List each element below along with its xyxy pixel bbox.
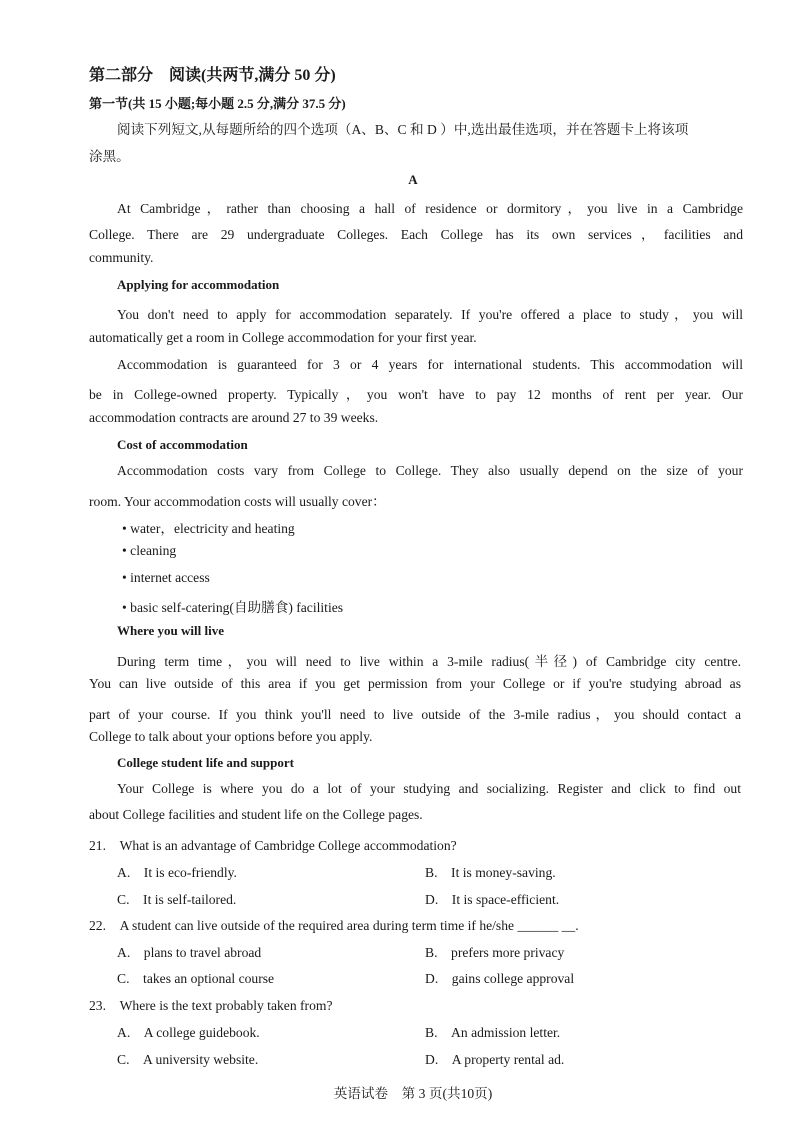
bullet-item: • basic self-catering(自助膳食) facilities <box>122 600 344 615</box>
question-stem: 21. What is an advantage of Cambridge College accommodation? <box>89 838 457 853</box>
paragraph-line: community. <box>89 250 154 265</box>
paragraph-line: room. Your accommodation costs will usually cover： <box>89 494 386 509</box>
paragraph-line: During term time，you will need to live within a 3-mile radius(半径) of Cambridge city centre. <box>117 654 741 669</box>
paragraph-line: be in College-owned property. Typically，you won't have to pay 12 months of rent per year. Our <box>89 387 743 402</box>
question-stem: 23. Where is the text probably taken from? <box>89 998 333 1013</box>
passage-label: A <box>408 172 418 187</box>
bullet-item: • internet access <box>122 570 210 585</box>
section-heading: Where you will live <box>117 623 225 638</box>
option-b: B. It is money-saving. <box>425 865 556 880</box>
option-b: B. An admission letter. <box>425 1025 561 1040</box>
paragraph-line: accommodation contracts are around 27 to 39 weeks. <box>89 410 379 425</box>
option-d: D. It is space-efficient. <box>425 892 560 907</box>
bullet-item: • cleaning <box>122 543 177 558</box>
page-footer: 英语试卷 第 3 页(共10页) <box>333 1086 493 1101</box>
paragraph-line: part of your course. If you think you'll need to live outside of the 3-mile radius，you should contact a <box>89 707 741 722</box>
paragraph-line: You can live outside of this area if you get permission from your College or if you're studying abroad as <box>89 676 741 691</box>
paragraph-line: You don't need to apply for accommodation separately. If you're offered a place to study，you will <box>117 307 743 322</box>
paragraph-line: College to talk about your options before you apply. <box>89 729 373 744</box>
option-d: D. A property rental ad. <box>425 1052 565 1067</box>
section-title: 第一节(共 15 小题;每小题 2.5 分,满分 37.5 分) <box>89 96 346 111</box>
paragraph-line: At Cambridge，rather than choosing a hall of residence or dormitory，you live in a Cambridge <box>117 201 743 216</box>
option-c: C. takes an optional course <box>117 971 275 986</box>
instruction-line: 涂黑。 <box>89 149 130 164</box>
section-heading: Cost of accommodation <box>117 437 248 452</box>
bullet-item: • water，electricity and heating <box>122 521 295 536</box>
option-a: A. It is eco-friendly. <box>117 865 237 880</box>
paragraph-line: College. There are 29 undergraduate Colleges. Each College has its own services，facilities and <box>89 227 743 242</box>
section-heading: College student life and support <box>117 755 294 770</box>
instruction-line: 阅读下列短文,从每题所给的四个选项（A、B、C 和 D ）中,选出最佳选项，并在答题卡上将该项 <box>117 122 689 137</box>
option-c: C. It is self-tailored. <box>117 892 237 907</box>
option-b: B. prefers more privacy <box>425 945 565 960</box>
part-title: 第二部分 阅读(共两节,满分 50 分) <box>89 67 336 84</box>
paragraph-line: Accommodation costs vary from College to College. They also usually depend on the size of your <box>117 463 743 478</box>
question-stem: 22. A student can live outside of the required area during term time if he/she ______ __. <box>89 918 579 933</box>
option-c: C. A university website. <box>117 1052 259 1067</box>
paragraph-line: Your College is where you do a lot of your studying and socializing. Register and click to find out <box>117 781 741 796</box>
option-a: A. plans to travel abroad <box>117 945 262 960</box>
option-a: A. A college guidebook. <box>117 1025 260 1040</box>
section-heading: Applying for accommodation <box>117 277 280 292</box>
paragraph-line: about College facilities and student life on the College pages. <box>89 807 423 822</box>
paragraph-line: Accommodation is guaranteed for 3 or 4 years for international students. This accommodation will <box>117 357 743 372</box>
paragraph-line: automatically get a room in College accommodation for your first year. <box>89 330 477 345</box>
option-d: D. gains college approval <box>425 971 575 986</box>
